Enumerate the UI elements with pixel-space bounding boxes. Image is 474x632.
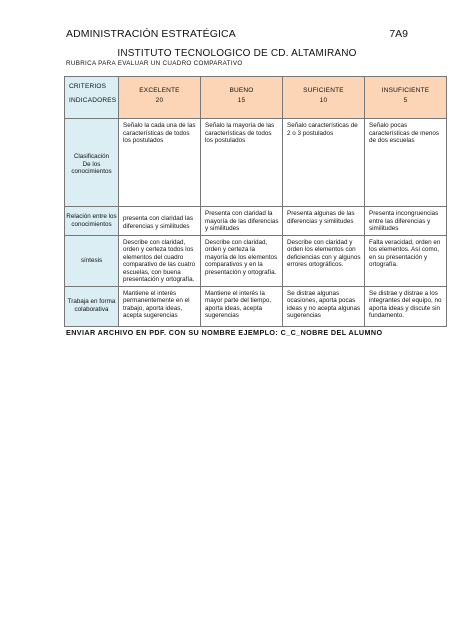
- criterion-text: Relación entre los: [66, 213, 117, 221]
- rubric-cell: Señalo características de 2 o 3 postulados: [283, 119, 365, 207]
- rubric-cell: Se distrae y distrae a los integrantes del equipo, no aporta ideas y discute sin fundamento.: [365, 286, 447, 326]
- level-label: SUFICIENTE: [303, 87, 344, 94]
- level-label: INSUFICIENTE: [381, 87, 430, 94]
- rubric-cell: Mantiene el interés permanentemente en el trabajo, aporta ideas, acepta sugerencias: [119, 286, 201, 326]
- level-header-suficiente: [283, 77, 365, 119]
- rubric-cell: Describe con claridad, orden y certeza la mayoría de los elementos comparativos y en la presentación y ortografía.: [201, 235, 283, 286]
- subject-title: ADMINISTRACIÓN ESTRATÉGICA: [66, 28, 236, 40]
- criterion-text: Clasificación: [73, 153, 110, 160]
- level-label: BUENO: [229, 87, 254, 94]
- group-code: 7A9: [389, 28, 408, 40]
- table-row: [65, 207, 447, 236]
- level-header-excelente: [119, 77, 201, 119]
- criterion-text: Trabaja en forma: [67, 298, 116, 306]
- table-row: [65, 119, 447, 207]
- level-header-insuficiente: [365, 77, 447, 119]
- page-header: [66, 28, 408, 42]
- rubric-cell: Presenta con claridad la mayoría de las diferencias y similitudes: [201, 207, 283, 236]
- level-score: 5: [403, 97, 408, 104]
- indicators-label: INDICADORES: [69, 97, 117, 104]
- rubric-cell: Describe con claridad, orden y certeza todos los elementos del cuadro comparativo de las cuatro escuelas, con buena presentación y ortografía.: [119, 235, 201, 286]
- criterion-colaborativa: [65, 286, 119, 326]
- rubric-cell: Se distrae algunas ocasiones, aporta pocas ideas y no acepta algunas sugerencias: [283, 286, 365, 326]
- criterion-clasificacion: [65, 119, 119, 207]
- rubric-cell: Falta veracidad, orden en los elementos. Así como, en su presentación y ortografía.: [365, 235, 447, 286]
- criterion-sintesis: [65, 235, 119, 286]
- rubric-cell: presenta con claridad las diferencias y similitudes: [119, 207, 201, 236]
- submission-instructions: ENVIAR ARCHIVO EN PDF. CON SU NOMBRE EJEMPLO: C_C_NOBRE DEL ALUMNO: [66, 328, 383, 337]
- institute-title: INSTITUTO TECNOLOGICO DE CD. ALTAMIRANO: [117, 48, 357, 59]
- criterion-text: De los: [82, 160, 101, 168]
- criterion-text: conocimientos: [71, 168, 112, 176]
- rubric-cell: Señalo la cada una de las características de todos los postulados: [119, 119, 201, 207]
- criteria-header: [65, 77, 119, 119]
- level-header-bueno: [201, 77, 283, 119]
- table-row: [65, 286, 447, 326]
- criterion-text: síntesis: [80, 256, 103, 264]
- criterion-text: conocimientos: [71, 220, 112, 228]
- criterion-text: colaborativa: [74, 306, 109, 313]
- rubric-cell: Mantiene el interés la mayor parte del tiempo, aporta ideas, acepta sugerencias: [201, 286, 283, 326]
- criteria-label: CRITERIOS: [69, 83, 107, 90]
- header-row: [65, 77, 447, 119]
- rubric-table: [64, 76, 447, 327]
- rubric-cell: Señalo la mayoría de las características de todos los postulados: [201, 119, 283, 207]
- rubric-cell: Señalo pocas características de menos de dos escuelas: [365, 119, 447, 207]
- level-score: 10: [319, 97, 328, 104]
- rubric-cell: Presenta incongruencias entre las diferencias y similitudes: [365, 207, 447, 236]
- table-row: [65, 235, 447, 286]
- level-label: EXCELENTE: [139, 87, 180, 94]
- rubric-cell: Describe con claridad y orden los elementos con deficiencias con y algunos errores ortográficos.: [283, 235, 365, 286]
- criterion-relacion: [65, 207, 119, 236]
- level-score: 20: [155, 97, 164, 104]
- rubric-subtitle: RUBRICA PARA EVALUAR UN CUADRO COMPARATIVO: [66, 60, 243, 67]
- rubric-cell: Presenta algunas de las diferencias y similitudes: [283, 207, 365, 236]
- level-score: 15: [237, 97, 246, 104]
